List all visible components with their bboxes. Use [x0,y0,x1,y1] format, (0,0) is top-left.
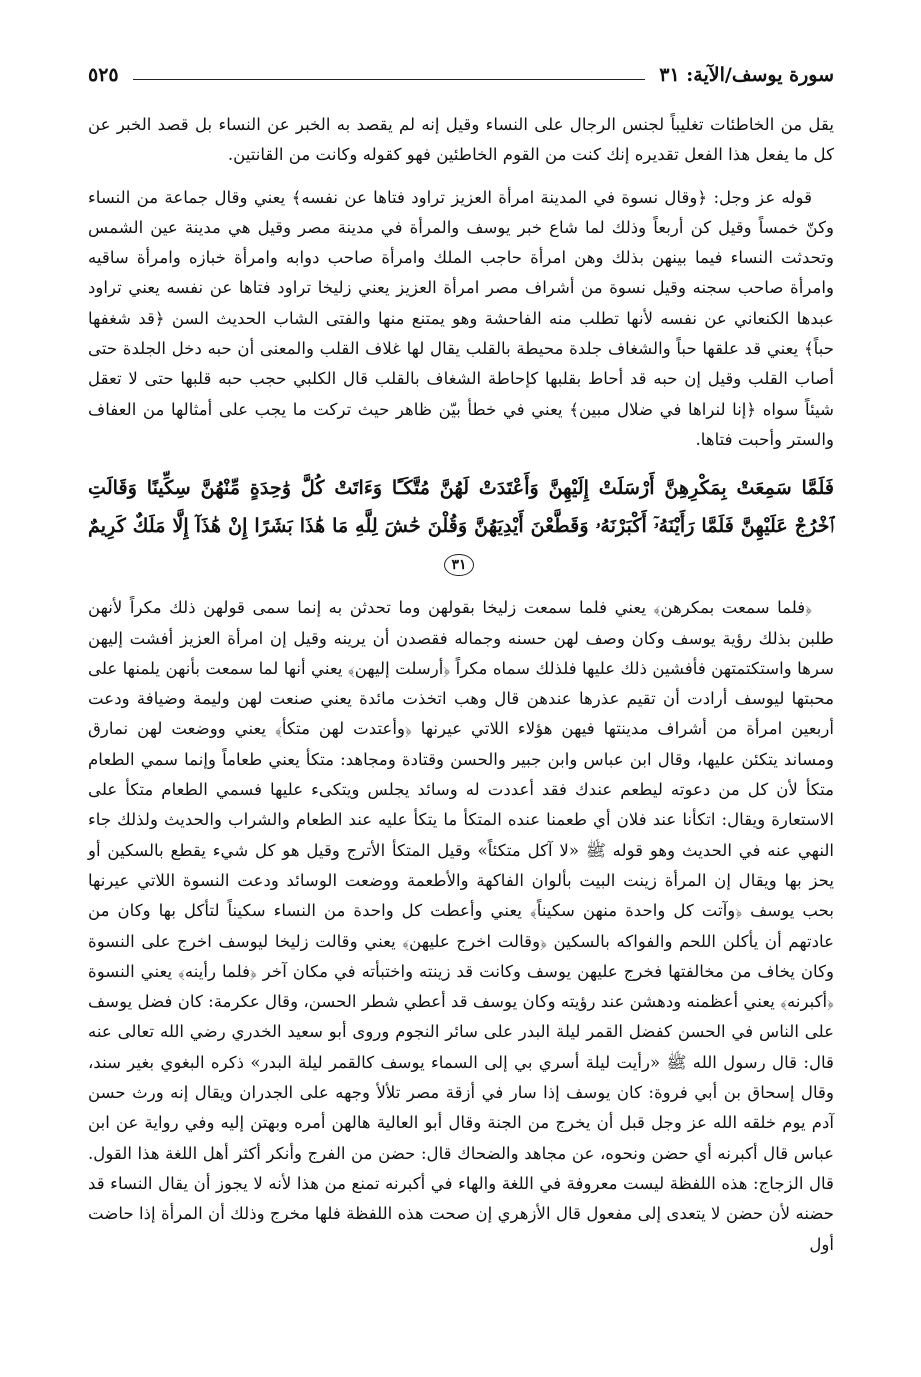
quran-verse-text: فَلَمَّا سَمِعَتْ بِمَكْرِهِنَّ أَرْسَلَتْ إِلَيْهِنَّ وَأَعْتَدَتْ لَهُنَّ مُتَّكَـًٔا وَءَاتَتْ كُلَّ وَٰحِدَةٍ مِّنْهُنَّ سِكِّينًا وَقَالَتِ ٱخْرُجْ عَلَيْهِنَّ فَلَمَّا رَأَيْنَهُۥٓ أَكْبَرْنَهُۥ وَقَطَّعْنَ أَيْدِيَهُنَّ وَقُلْنَ حَٰشَ لِلَّهِ مَا هَٰذَا بَشَرًا إِنْ هَٰذَآ إِلَّا مَلَكٌ كَرِيمٌ [88,476,834,538]
quran-verse-block [88,469,834,583]
commentary-paragraph-3: ﴿فلما سمعت بمكرهن﴾ يعني فلما سمعت زليخا بقولهن وما تحدثن به إنما سمى قولهن ذلك مكراً لأنهن طلبن بذلك رؤية يوسف وكان وصف لهن حسنه وجماله فقصدن أن يرينه وقيل إن امرأة العزيز أفشت إليهن سرها واستكتمتهن فأفشين ذلك عليها فلذلك سماه مكراً ﴿أرسلت إليهن﴾ يعني أنها لما سمعت بأنهن يلمنها على محبتها ليوسف أرادت أن تقيم عذرها عندهن قال وهب اتخذت مائدة يعني صنعت لهن وليمة وضيافة ودعت أربعين امرأة من أشراف مدينتها فيهن هؤلاء اللاتي عيرنها ﴿وأعتدت لهن متكأ﴾ يعني ووضعت لهن نمارق ومساند يتكئن عليها، وقال ابن عباس وابن جبير والحسن وقتادة ومجاهد: متكأ يعني طعاماً وإنما سمي الطعام متكأ لأن كل من دعوته ليطعم عندك فقد أعددت له وسائد يجلس ويتكىء عليها فسمي الطعام متكأ على الاستعارة ويقال: اتكأنا عند فلان أي طعمنا عنده المتكأ ما يتكأ عليه عند الطعام والشراب والحديث ولذلك جاء النهي عنه في الحديث وهو قوله ﷺ «لا آكل متكئاً» وقيل المتكأ الأترج وقيل هو كل شيء يقطع بالسكين أو يحز بها ويقال إن المرأة زينت البيت بألوان الفاكهة والأطعمة ووضعت الوسائد ودعت النسوة اللاتي عيرنها بحب يوسف ﴿وآتت كل واحدة منهن سكيناً﴾ يعني وأعطت كل واحدة من النساء سكيناً لتأكل بها وكان من عادتهم أن يأكلن اللحم والفواكه بالسكين ﴿وقالت اخرج عليهن﴾ يعني وقالت زليخا ليوسف اخرج على النسوة وكان يخاف من مخالفتها فخرج عليهن يوسف وكانت قد زينته واختبأته في مكان آخر ﴿فلما رأينه﴾ يعني النسوة ﴿أكبرنه﴾ يعني أعظمنه ودهشن عند رؤيته وكان يوسف قد أعطي شطر الحسن، وقال عكرمة: كان فضل يوسف على الناس في الحسن كفضل القمر ليلة البدر على سائر النجوم وروى أبو سعيد الخدري رضي الله تعالى عنه قال: قال رسول الله ﷺ «رأيت ليلة أسري بي إلى السماء يوسف كالقمر ليلة البدر» ذكره البغوي بغير سند، وقال إسحاق بن أبي فروة: كان يوسف إذا سار في أزقة مصر تلألأ وجهه على الجدران ويقال إنه ورث حسن آدم يوم خلقه الله عز وجل قبل أن يخرج من الجنة وقال أبو العالية هالهن أمره وبهتن إليه وفي رواية عن ابن عباس قال أكبرنه أي حضن ونحوه، عن مجاهد والضحاك قال: حضن من الفرج وأنكر أكثر أهل اللغة هذا القول. قال الزجاج: هذه اللفظة ليست معروفة في اللغة والهاء في أكبرنه تمنع من هذا لأنه لا يجوز أن يقال النساء قد حضنه لأن حضن لا يتعدى إلى مفعول قال الأزهري إن صحت هذه اللفظة فلها مخرج وذلك أن المرأة إذا حاضت أول [88,598,834,1254]
commentary-paragraph-2: قوله عز وجل: ﴿وقال نسوة في المدينة امرأة العزيز تراود فتاها عن نفسه﴾ يعني وقال جماعة من النساء وكنّ خمساً وقيل كن أربعاً وذلك لما شاع خبر يوسف والمرأة في مدينة مصر وقيل هي مدينة عين الشمس وتحدثت النساء فيما بينهن بذلك وهن امرأة حاجب الملك وامرأة صاحب دوابه وامرأة خبازه وامرأة ساقيه وامرأة صاحب سجنه وقيل نسوة من أشراف مصر امرأة العزيز يعني زليخا تراود فتاها عن نفسه يعني تراود عبدها الكنعاني عن نفسه لأنها تطلب منه الفاحشة وهو يمتنع منها والفتى الشاب الحديث السن ﴿قد شغفها حباً﴾ يعني قد علقها حباً والشغاف جلدة محيطة بالقلب يقال لها غلاف القلب والمعنى أن حبه دخل الجلدة حتى أصاب القلب وقيل إن حبه قد أحاط بقلبها كإحاطة الشغاف بالقلب قال الكلبي حجب حبه قلبها حتى لا تعقل شيئاً سواه ﴿إنا لنراها في ضلال مبين﴾ يعني في خطأ بيّن ظاهر حيث تركت ما يجب على أمثالها من العفاف والستر وأحبت فتاها. [88,187,834,449]
commentary-paragraph-1: يقل من الخاطئات تغليباً لجنس الرجال على النساء وقيل إنه لم يقصد به الخبر عن النساء بل قصد الخبر عن كل ما يفعل هذا الفعل تقديره إنك كنت من القوم الخاطئين فهو كقوله وكانت من القانتين. [88,115,834,165]
running-header [88,58,834,92]
book-page [88,58,834,1260]
page-number: ٥٢٥ [88,64,119,86]
surah-verse-label: سورة يوسف/الآية: ٣١ [659,64,834,86]
verse-number-marker: ٣١ [444,554,473,576]
header-rule [133,79,646,80]
page-body [88,110,834,1260]
